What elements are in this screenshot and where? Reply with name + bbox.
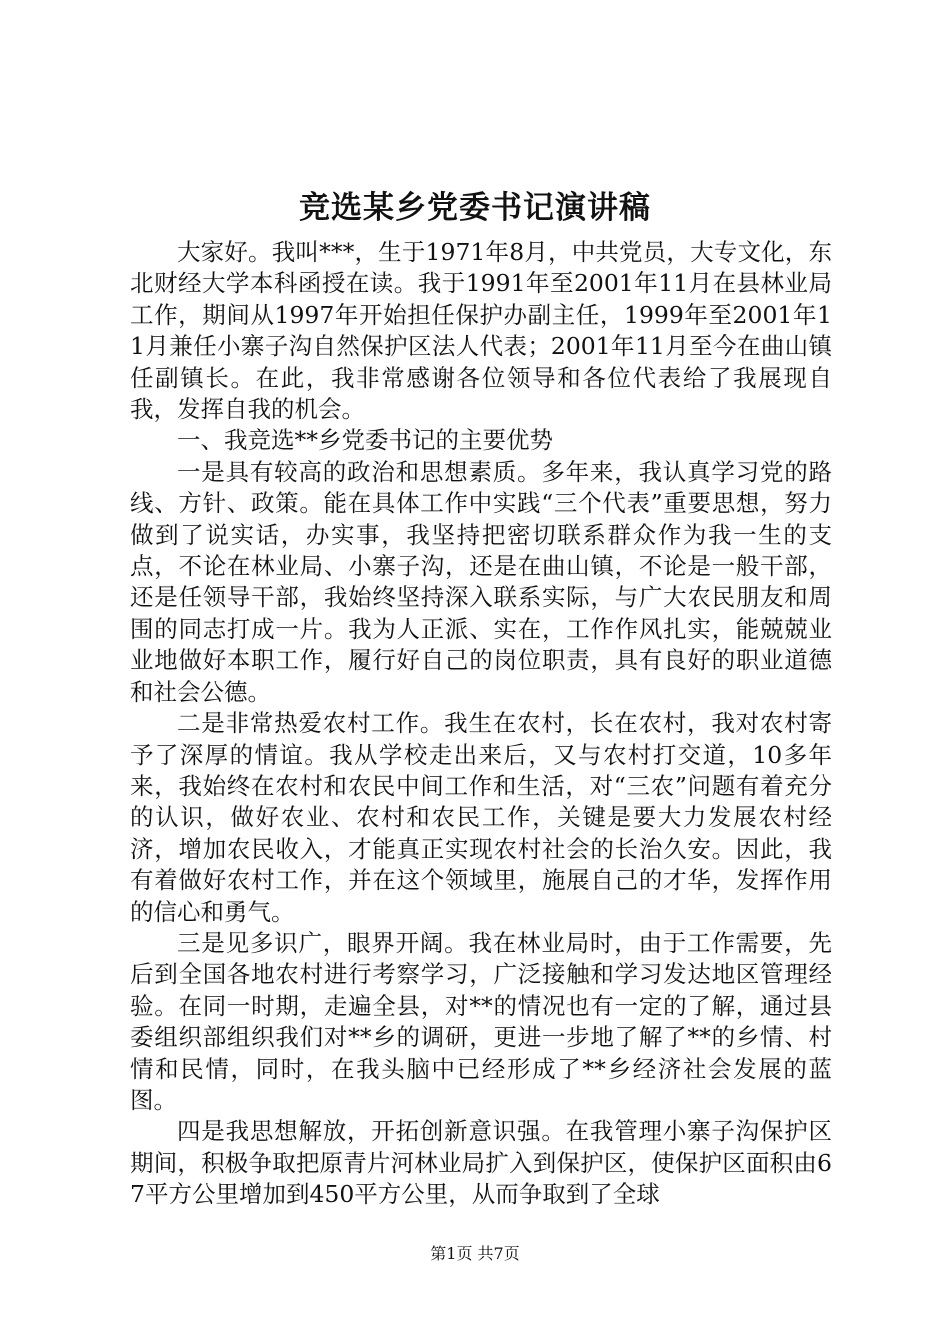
- page-number-indicator: 第1页 共7页: [430, 1244, 520, 1263]
- document-body: [130, 237, 832, 1211]
- page-footer: [0, 1243, 950, 1265]
- paragraph-advantage-3: 三是见多识广，眼界开阔。我在林业局时，由于工作需要，先后到全国各地农村进行考察学习，广泛接触和学习发达地区管理经验。在同一时期，走遍全县，对**的情况也有一定的了解，通过县委组织部组织我们对**乡的调研，更进一步地了解了**的乡情、村情和民情，同时，在我头脑中已经形成了**乡经济社会发展的蓝图。: [130, 928, 832, 1114]
- paragraph-advantage-2: 二是非常热爱农村工作。我生在农村，长在农村，我对农村寄予了深厚的情谊。我从学校走出来后，又与农村打交道，10多年来，我始终在农村和农民中间工作和生活，对“三农”问题有着充分的认识，做好农业、农村和农民工作，关键是要大力发展农村经济，增加农民收入，才能真正实现农村社会的长治久安。因此，我有着做好农村工作，并在这个领域里，施展自己的才华，发挥作用的信心和勇气。: [130, 709, 832, 926]
- paragraph-advantage-1: 一是具有较高的政治和思想素质。多年来，我认真学习党的路线、方针、政策。能在具体工作中实践“三个代表”重要思想，努力做到了说实话，办实事，我坚持把密切联系群众作为我一生的支点，不论在林业局、小寨子沟，还是在曲山镇，不论是一般干部，还是任领导干部，我始终坚持深入联系实际，与广大农民朋友和周围的同志打成一片。我为人正派、实在，工作作风扎实，能兢兢业业地做好本职工作，履行好自己的岗位职责，具有良好的职业道德和社会公德。: [130, 457, 832, 706]
- paragraph-introduction: 大家好。我叫***，生于1971年8月，中共党员，大专文化，东北财经大学本科函授在读。我于1991年至2001年11月在县林业局工作，期间从1997年开始担任保护办副主任，1999年至2001年11月兼任小寨子沟自然保护区法人代表；2001年11月至今在曲山镇任副镇长。在此，我非常感谢各位领导和各位代表给了我展现自我，发挥自我的机会。: [130, 238, 832, 424]
- section-heading-advantages: 一、我竞选**乡党委书记的主要优势: [177, 426, 553, 455]
- paragraph-advantage-4: 四是我思想解放，开拓创新意识强。在我管理小寨子沟保护区期间，积极争取把原青片河林业局扩入到保护区，使保护区面积由67平方公里增加到450平方公里，从而争取到了全球: [130, 1117, 832, 1209]
- document-title: 竞选某乡党委书记演讲稿: [299, 190, 651, 226]
